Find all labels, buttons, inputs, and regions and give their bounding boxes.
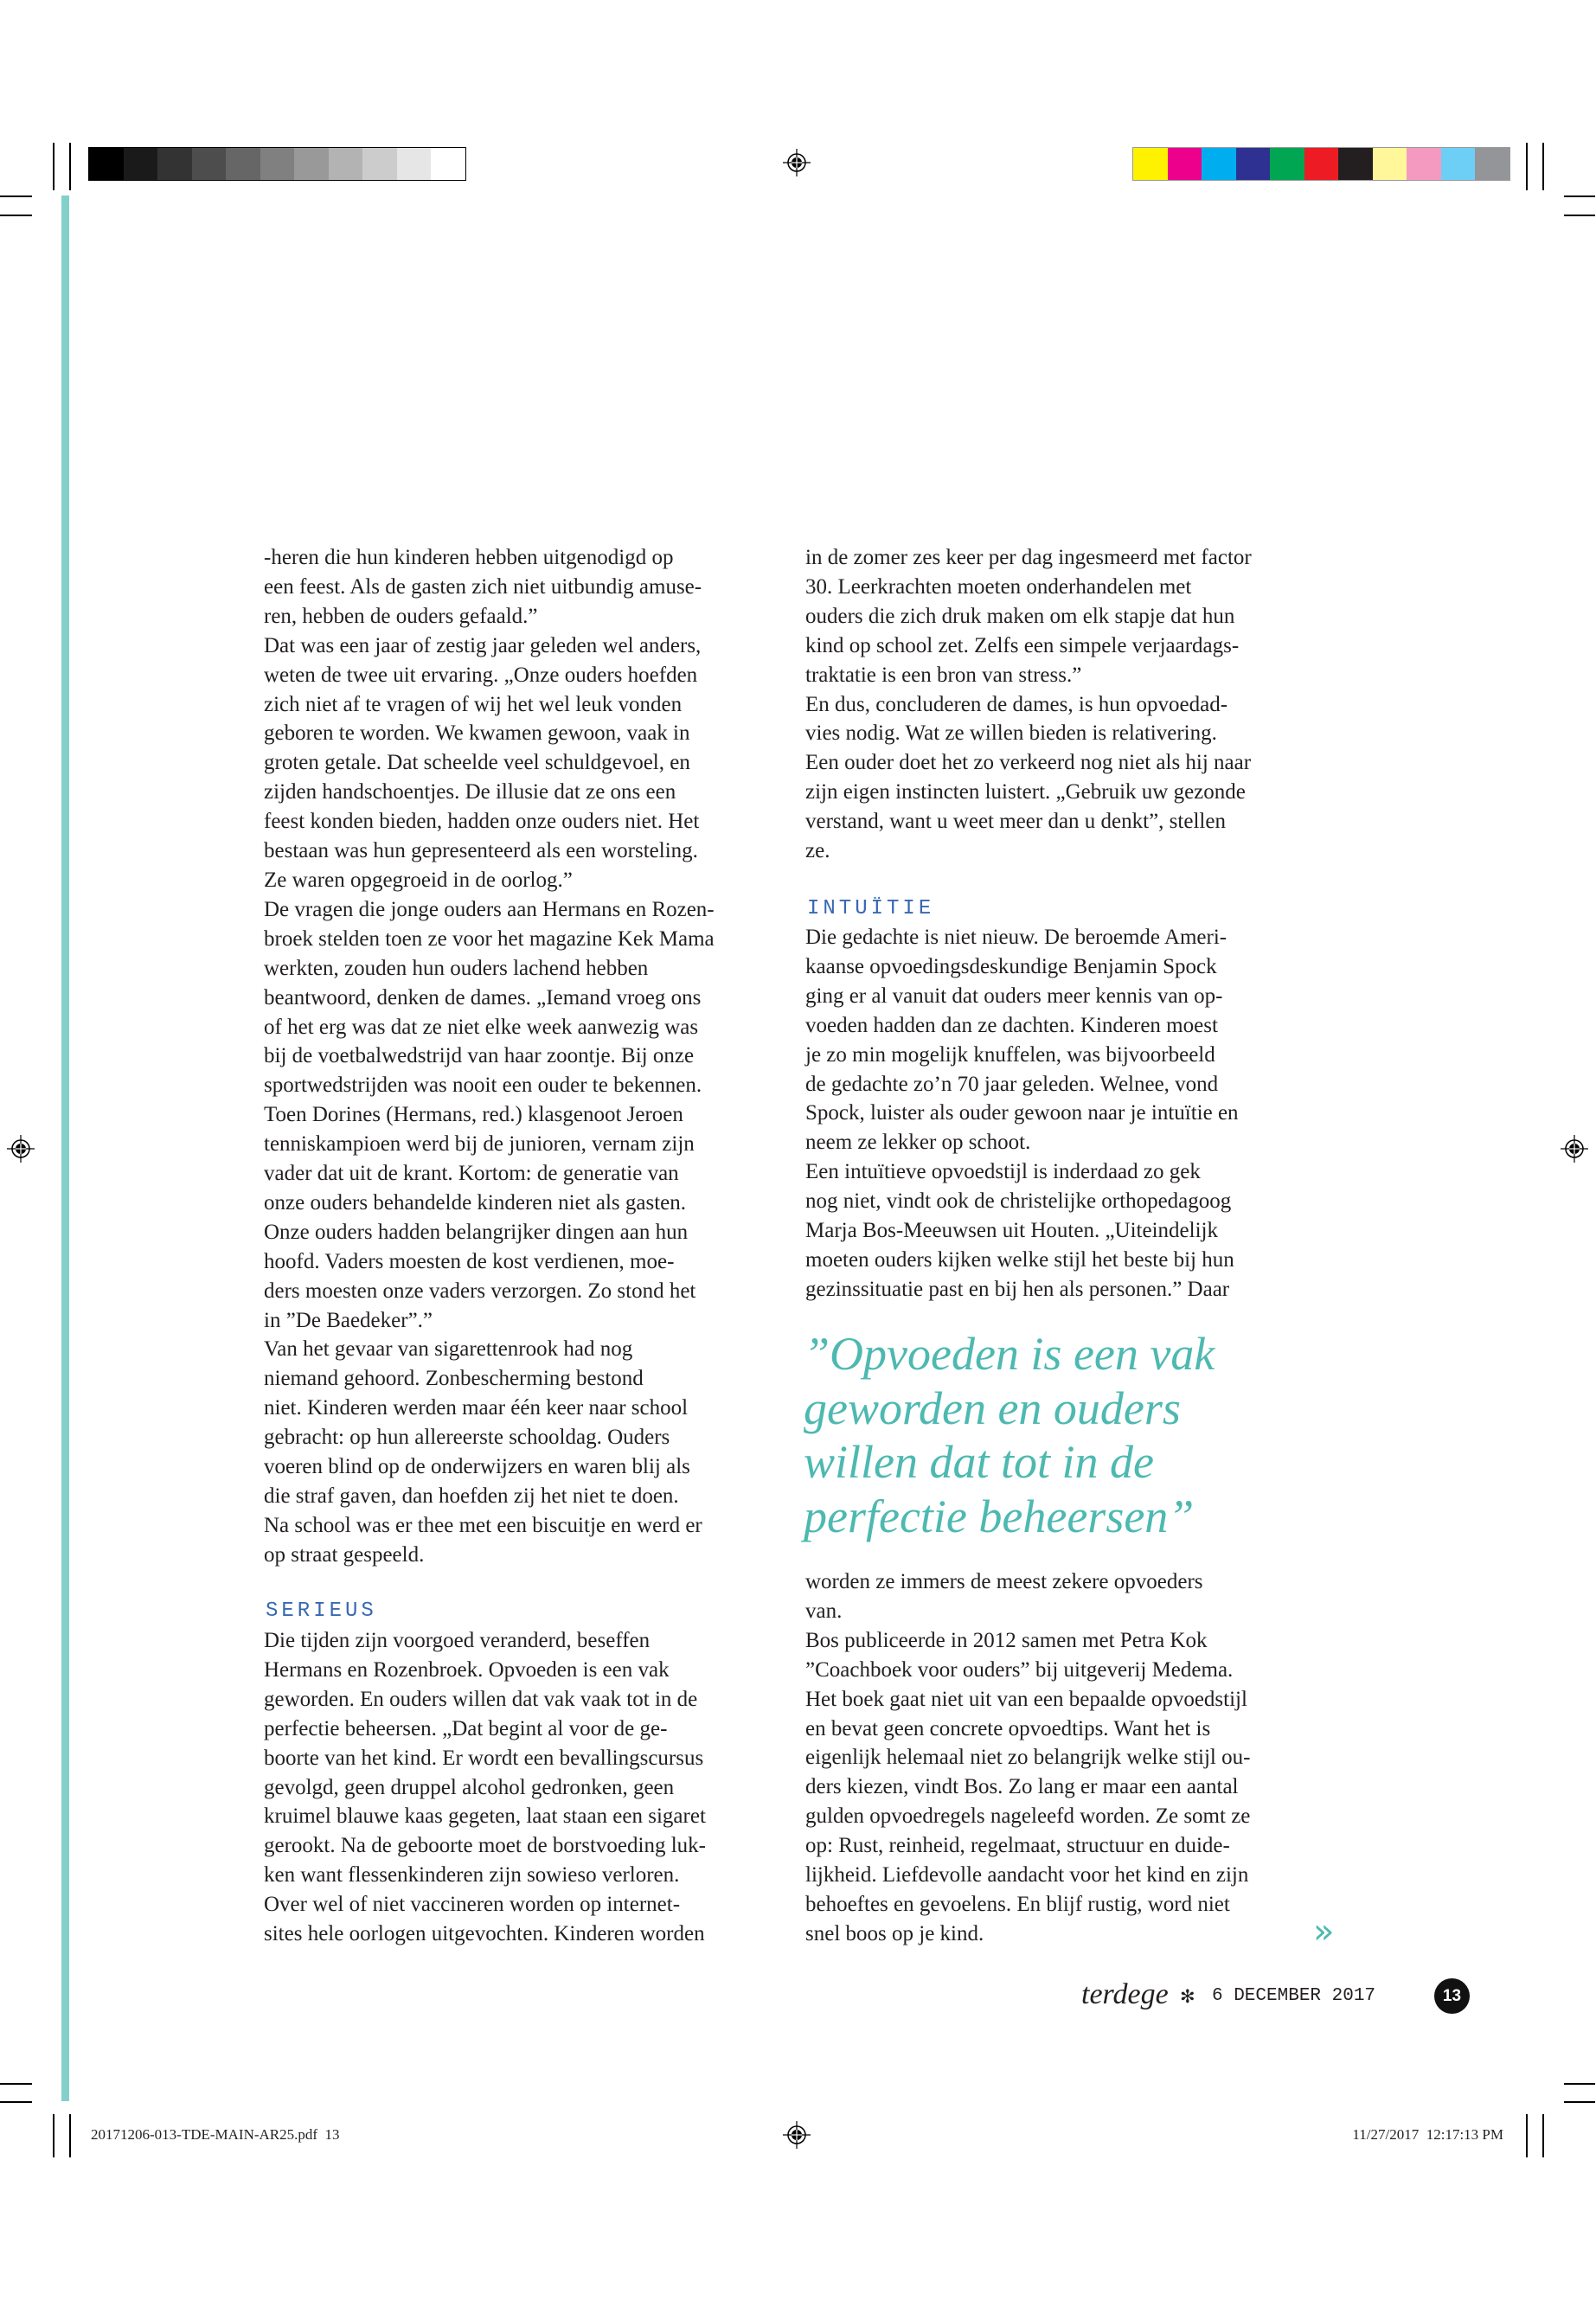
text-line: groten getale. Dat scheelde veel schuldgevoel, en [264,751,690,775]
crop-mark [1564,215,1595,216]
asterisk-icon: ✻ [1180,1986,1195,2007]
text-line: snel boos op je kind. [805,1921,984,1945]
text-line: vader dat uit de krant. Kortom: de generatie van [264,1162,679,1186]
text-line: ging er al vanuit dat ouders meer kennis van op- [805,984,1223,1008]
text-line: vies nodig. Wat ze willen bieden is relativering. [805,721,1217,746]
color-swatch [1236,148,1271,180]
text-line: perfectie beheersen. „Dat begint al voor de ge- [264,1716,668,1740]
gray-swatch [431,148,465,180]
text-line: ouders die zich druk maken om elk stapje dat hun [805,604,1235,628]
article-right-column-block-2 [805,923,1317,1304]
crop-mark [0,215,32,216]
gray-swatch [124,148,158,180]
text-line: worden ze immers de meest zekere opvoeders [805,1570,1203,1593]
text-line: zijden handschoentjes. De illusie dat ze ons een [264,780,676,804]
gray-swatch [260,148,295,180]
text-line: ders kiezen, vindt Bos. Zo lang er maar een aantal [805,1775,1239,1799]
text-line: Het boek gaat niet uit van een bepaalde opvoedstijl [805,1687,1247,1711]
crop-mark [69,143,71,190]
gray-swatch [157,148,192,180]
text-line: op: Rust, reinheid, regelmaat, structuur en duide- [805,1834,1230,1858]
crop-mark [1564,2083,1595,2085]
text-line: geworden. En ouders willen dat vak vaak tot in de [264,1687,698,1711]
article-left-column-block-1 [264,543,776,1570]
text-line: feest konden bieden, hadden onze ouders niet. Het [264,810,700,834]
text-line: Een ouder doet het zo verkeerd nog niet als hij naar [805,751,1252,775]
text-line: voeren blind op de onderwijzers en waren blij als [264,1455,690,1479]
issue-date: 6 DECEMBER 2017 [1212,1986,1376,2006]
pull-quote-line: perfectie beheersen” [804,1490,1195,1543]
crop-mark [0,2101,32,2103]
gray-swatch [329,148,363,180]
teal-edge-bar [61,195,69,2101]
text-line: geboren te worden. We kwamen gewoon, vaak in [264,721,690,746]
crop-mark [53,2114,54,2157]
text-line: Ze waren opgegroeid in de oorlog.” [264,868,573,892]
text-line: zijn eigen instincten luistert. „Gebruik uw gezonde [805,780,1246,804]
crop-mark [69,2114,71,2157]
text-line: of het erg was dat ze niet elke week aanwezig was [264,1015,699,1039]
text-line: gulden opvoedregels nageleefd worden. Ze somt ze [805,1804,1251,1829]
text-line: gezinssituatie past en bij hen als personen.” Daar [805,1277,1230,1301]
text-line: En dus, concluderen de dames, is hun opvoedad- [805,692,1228,716]
text-line: hoofd. Vaders moesten de kost verdienen, moe- [264,1249,675,1273]
text-line: de gedachte zo’n 70 jaar geleden. Welnee, vond [805,1072,1219,1096]
color-swatch-strip [1132,147,1510,181]
text-line: Dat was een jaar of zestig jaar geleden wel anders, [264,633,702,657]
text-line: Over wel of niet vaccineren worden op internet- [264,1893,681,1917]
text-line: een feest. Als de gasten zich niet uitbundig amuse- [264,574,702,599]
color-swatch [1202,148,1236,180]
text-line: Die gedachte is niet nieuw. De beroemde Ameri- [805,926,1227,949]
color-swatch [1373,148,1407,180]
gray-swatch-strip [88,147,466,181]
text-line: kind op school zet. Zelfs een simpele verjaardags- [805,633,1240,657]
text-line: gerookt. Na de geboorte moet de borstvoeding luk- [264,1834,706,1858]
text-line: in ”De Baedeker”.” [264,1308,433,1332]
gray-swatch [89,148,124,180]
magazine-logo: terdege [1081,1978,1169,2010]
article-right-column-block-1 [805,543,1317,866]
text-line: ”Coachboek voor ouders” bij uitgeverij Medema. [805,1657,1234,1682]
text-line: kruimel blauwe kaas gegeten, laat staan een sigaret [264,1804,706,1829]
text-line: Na school was er thee met een biscuitje en werd er [264,1513,702,1537]
text-line: ken want flessenkinderen zijn sowieso verloren. [264,1863,680,1888]
crop-mark [1526,143,1528,190]
crop-mark [1564,2101,1595,2103]
text-line: ders moesten onze vaders verzorgen. Zo stond het [264,1279,696,1303]
text-line: onze ouders behandelde kinderen niet als gasten. [264,1190,687,1215]
color-swatch [1441,148,1476,180]
text-line: traktatie is een bron van stress.” [805,663,1082,687]
registration-mark-icon [783,149,811,176]
text-line: niemand gehoord. Zonbescherming bestond [264,1367,644,1391]
text-line: Bos publiceerde in 2012 samen met Petra Kok [805,1628,1208,1652]
text-line: sportwedstrijden was nooit een ouder te bekennen. [264,1074,702,1098]
text-line: beantwoord, denken de dames. „Iemand vroeg ons [264,985,702,1009]
page-number: 13 [1434,1978,1470,2014]
text-line: van. [805,1599,843,1623]
text-line: broek stelden toen ze voor het magazine Kek Mama [264,926,715,951]
color-swatch [1338,148,1373,180]
text-line: die straf gaven, dan hoefden zij het niet te doen. [264,1484,679,1508]
section-heading-serieus: SERIEUS [266,1599,377,1623]
pull-quote-line: ”Opvoeden is een vak [804,1328,1215,1380]
text-line: eigenlijk helemaal niet zo belangrijk welke stijl ou- [805,1746,1251,1770]
text-line: zich niet af te vragen of wij het wel leuk vonden [264,692,683,716]
text-line: gevolgd, geen druppel alcohol gedronken, geen [264,1775,675,1799]
text-line: gebracht: op hun allereerste schooldag. Ouders [264,1426,670,1450]
text-line: bestaan was hun gepresenteerd als een worsteling. [264,839,698,863]
color-swatch [1133,148,1168,180]
pull-quote-line: geworden en ouders [804,1381,1181,1434]
text-line: 30. Leerkrachten moeten onderhandelen met [805,574,1192,599]
text-line: De vragen die jonge ouders aan Hermans en Rozen- [264,897,715,921]
color-swatch [1407,148,1441,180]
text-line: neem ze lekker op schoot. [805,1131,1031,1155]
text-line: ze. [805,839,830,863]
crop-mark [1542,2114,1544,2157]
text-line: behoeftes en gevoelens. En blijf rustig, word niet [805,1892,1230,1916]
text-line: ren, hebben de ouders gefaald.” [264,604,538,628]
text-line: Die tijden zijn voorgoed veranderd, beseffen [264,1629,651,1652]
text-line: moeten ouders kijken welke stijl het beste bij hun [805,1247,1234,1272]
gray-swatch [294,148,329,180]
crop-mark [0,2083,32,2085]
text-line: Onze ouders hadden belangrijker dingen aan hun [264,1220,689,1244]
gray-swatch [397,148,432,180]
color-swatch [1475,148,1509,180]
text-line: Hermans en Rozenbroek. Opvoeden is een vak [264,1657,670,1682]
text-line: -heren die hun kinderen hebben uitgenodigd op [264,546,674,569]
slug-file-info: 20171206-013-TDE-MAIN-AR25.pdf 13 [91,2126,340,2143]
text-line: tenniskampioen werd bij de junioren, vernam zijn [264,1132,695,1157]
continue-arrow-icon: » [1313,1912,1335,1952]
article-left-column-block-2 [264,1626,776,1949]
crop-mark [1564,195,1595,197]
crop-mark [1542,143,1544,190]
text-line: sites hele oorlogen uitgevochten. Kinderen worden [264,1922,705,1946]
crop-mark [0,195,32,197]
text-line: voeden hadden dan ze dachten. Kinderen moest [805,1013,1218,1037]
crop-mark [1526,2114,1528,2157]
text-line: bij de voetbalwedstrijd van haar zoontje. Bij onze [264,1044,695,1068]
gray-swatch [362,148,397,180]
text-line: Spock, luister als ouder gewoon naar je intuïtie en [805,1101,1239,1125]
slug-timestamp: 11/27/2017 12:17:13 PM [1352,2126,1503,2143]
pull-quote [804,1327,1323,1544]
text-line: Marja Bos-Meeuwsen uit Houten. „Uiteindelijk [805,1219,1218,1243]
gray-swatch [226,148,260,180]
text-line: boorte van het kind. Er wordt een bevallingscursus [264,1746,704,1770]
text-line: verstand, want u weet meer dan u denkt”, stellen [805,810,1226,834]
text-line: lijkheid. Liefdevolle aandacht voor het kind en zijn [805,1863,1249,1888]
text-line: Een intuïtieve opvoedstijl is inderdaad zo gek [805,1160,1201,1184]
text-line: weten de twee uit ervaring. „Onze ouders hoefden [264,663,698,687]
text-line: kaanse opvoedingsdeskundige Benjamin Spock [805,954,1217,978]
section-heading-intuitie: INTUÏTIE [807,897,935,920]
gray-swatch [192,148,227,180]
pull-quote-line: willen dat tot in de [804,1436,1154,1489]
crop-mark [53,143,54,190]
text-line: Toen Dorines (Hermans, red.) klasgenoot Jeroen [264,1103,683,1127]
text-line: op straat gespeeld. [264,1542,425,1567]
registration-mark-icon [7,1135,35,1163]
color-swatch [1270,148,1304,180]
registration-mark-icon [1561,1135,1588,1163]
text-line: Van het gevaar van sigarettenrook had nog [264,1337,633,1362]
color-swatch [1168,148,1202,180]
text-line: niet. Kinderen werden maar één keer naar school [264,1396,689,1420]
text-line: nog niet, vindt ook de christelijke orthopedagoog [805,1189,1232,1214]
text-line: werkten, zouden hun ouders lachend hebben [264,956,649,980]
text-line: en bevat geen concrete opvoedtips. Want het is [805,1716,1211,1740]
registration-mark-icon [783,2121,811,2149]
color-swatch [1304,148,1339,180]
article-right-column-block-3 [805,1567,1317,1949]
text-line: je zo min mogelijk knuffelen, was bijvoorbeeld [805,1042,1215,1067]
text-line: in de zomer zes keer per dag ingesmeerd met factor [805,546,1252,569]
